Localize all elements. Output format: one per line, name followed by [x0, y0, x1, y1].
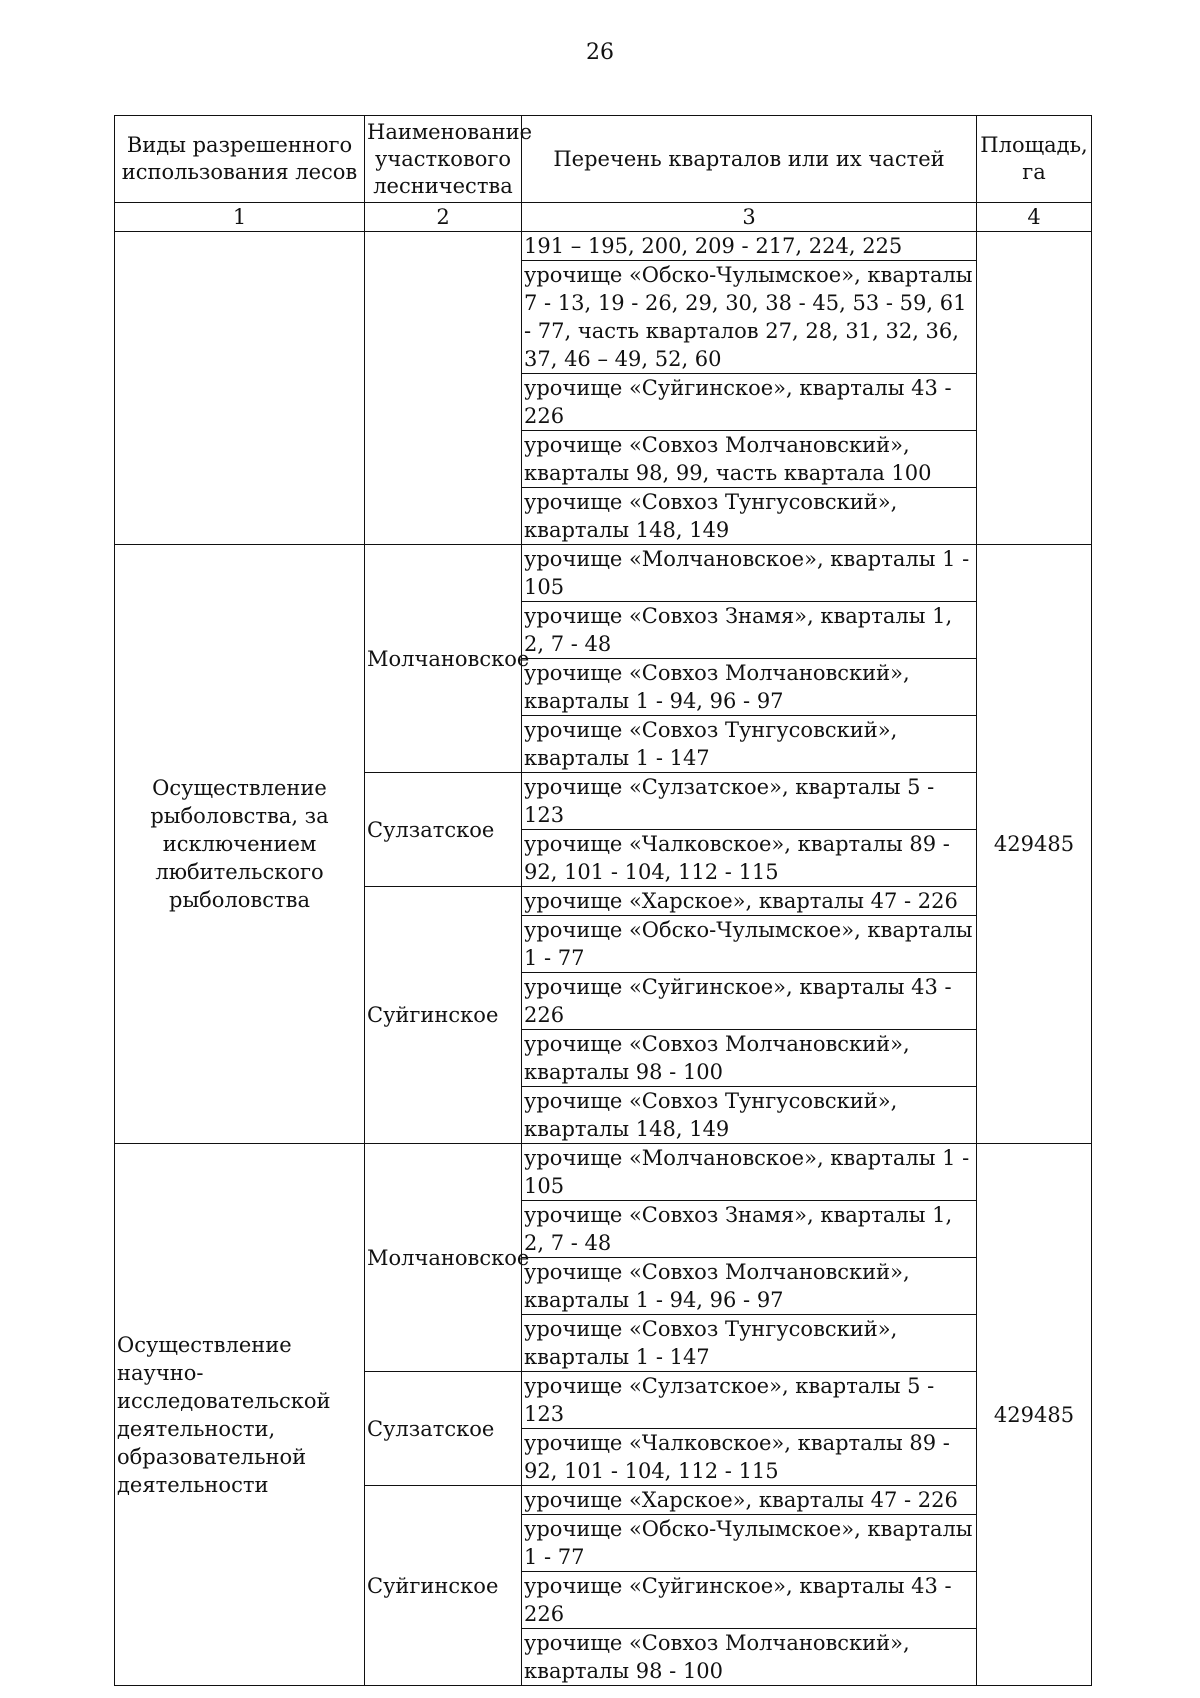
- quarter-cell: урочище «Молчановское», кварталы 1 - 105: [522, 1144, 977, 1201]
- quarter-cell: урочище «Совхоз Молчановский», кварталы 1 - 94, 96 - 97: [522, 659, 977, 716]
- area-cell: 429485: [977, 545, 1092, 1144]
- use-type-cell: Осуществление научно-исследовательской деятельности, образовательной деятельности: [115, 1144, 365, 1686]
- quarter-cell: урочище «Совхоз Молчановский», кварталы 98 - 100: [522, 1030, 977, 1087]
- header-row: [115, 116, 1092, 203]
- quarter-cell: урочище «Суйгинское», кварталы 43 - 226: [522, 1572, 977, 1629]
- header-quarters: Перечень кварталов или их частей: [522, 116, 977, 203]
- district-cell: Сулзатское: [365, 1372, 522, 1486]
- quarter-cell: урочище «Молчановское», кварталы 1 - 105: [522, 545, 977, 602]
- area-cell: 429485: [977, 1144, 1092, 1686]
- column-number: 4: [977, 203, 1092, 232]
- quarter-cell: урочище «Совхоз Тунгусовский», кварталы 148, 149: [522, 488, 977, 545]
- header-area: Площадь, га: [977, 116, 1092, 203]
- use-type-cell: [115, 232, 365, 545]
- quarter-cell: урочище «Харское», кварталы 47 - 226: [522, 1486, 977, 1515]
- district-cell: Сулзатское: [365, 773, 522, 887]
- quarter-cell: урочище «Совхоз Тунгусовский», кварталы 1 - 147: [522, 716, 977, 773]
- quarter-cell: урочище «Чалковское», кварталы 89 - 92, 101 - 104, 112 - 115: [522, 1429, 977, 1486]
- table-row: [115, 232, 1092, 261]
- district-cell: Молчановское: [365, 545, 522, 773]
- quarter-cell: урочище «Обско-Чулымское», кварталы 7 - 13, 19 - 26, 29, 30, 38 - 45, 53 - 59, 61 - 77, часть кварталов 27, 28, 31, 32, 36, 37, 46 – 49, 52, 60: [522, 261, 977, 374]
- quarter-cell: урочище «Совхоз Тунгусовский», кварталы 1 - 147: [522, 1315, 977, 1372]
- use-type-cell: Осуществление рыболовства, за исключением любительского рыболовства: [115, 545, 365, 1144]
- quarter-cell: урочище «Совхоз Молчановский», кварталы 98 - 100: [522, 1629, 977, 1686]
- quarter-cell: урочище «Сулзатское», кварталы 5 - 123: [522, 1372, 977, 1429]
- table-row: [115, 1144, 1092, 1201]
- quarter-cell: урочище «Харское», кварталы 47 - 226: [522, 887, 977, 916]
- header-district: Наименование участкового лесничества: [365, 116, 522, 203]
- page-number: 26: [586, 40, 614, 65]
- column-number: 2: [365, 203, 522, 232]
- header-use-type: Виды разрешенного использования лесов: [115, 116, 365, 203]
- quarter-cell: урочище «Суйгинское», кварталы 43 - 226: [522, 973, 977, 1030]
- column-number-row: [115, 203, 1092, 232]
- quarter-cell: урочище «Сулзатское», кварталы 5 - 123: [522, 773, 977, 830]
- quarter-cell: урочище «Совхоз Тунгусовский», кварталы 148, 149: [522, 1087, 977, 1144]
- district-cell: [365, 232, 522, 545]
- quarter-cell: урочище «Обско-Чулымское», кварталы 1 - 77: [522, 1515, 977, 1572]
- quarter-cell: урочище «Совхоз Молчановский», кварталы 98, 99, часть квартала 100: [522, 431, 977, 488]
- quarter-cell: урочище «Совхоз Молчановский», кварталы 1 - 94, 96 - 97: [522, 1258, 977, 1315]
- quarter-cell: 191 – 195, 200, 209 - 217, 224, 225: [522, 232, 977, 261]
- area-cell: [977, 232, 1092, 545]
- district-cell: Суйгинское: [365, 1486, 522, 1686]
- table-row: [115, 545, 1092, 602]
- quarter-cell: урочище «Совхоз Знамя», кварталы 1, 2, 7 - 48: [522, 602, 977, 659]
- quarter-cell: урочище «Обско-Чулымское», кварталы 1 - 77: [522, 916, 977, 973]
- forest-use-table: [114, 115, 1092, 1686]
- column-number: 1: [115, 203, 365, 232]
- quarter-cell: урочище «Чалковское», кварталы 89 - 92, 101 - 104, 112 - 115: [522, 830, 977, 887]
- column-number: 3: [522, 203, 977, 232]
- district-cell: Молчановское: [365, 1144, 522, 1372]
- district-cell: Суйгинское: [365, 887, 522, 1144]
- quarter-cell: урочище «Совхоз Знамя», кварталы 1, 2, 7 - 48: [522, 1201, 977, 1258]
- quarter-cell: урочище «Суйгинское», кварталы 43 - 226: [522, 374, 977, 431]
